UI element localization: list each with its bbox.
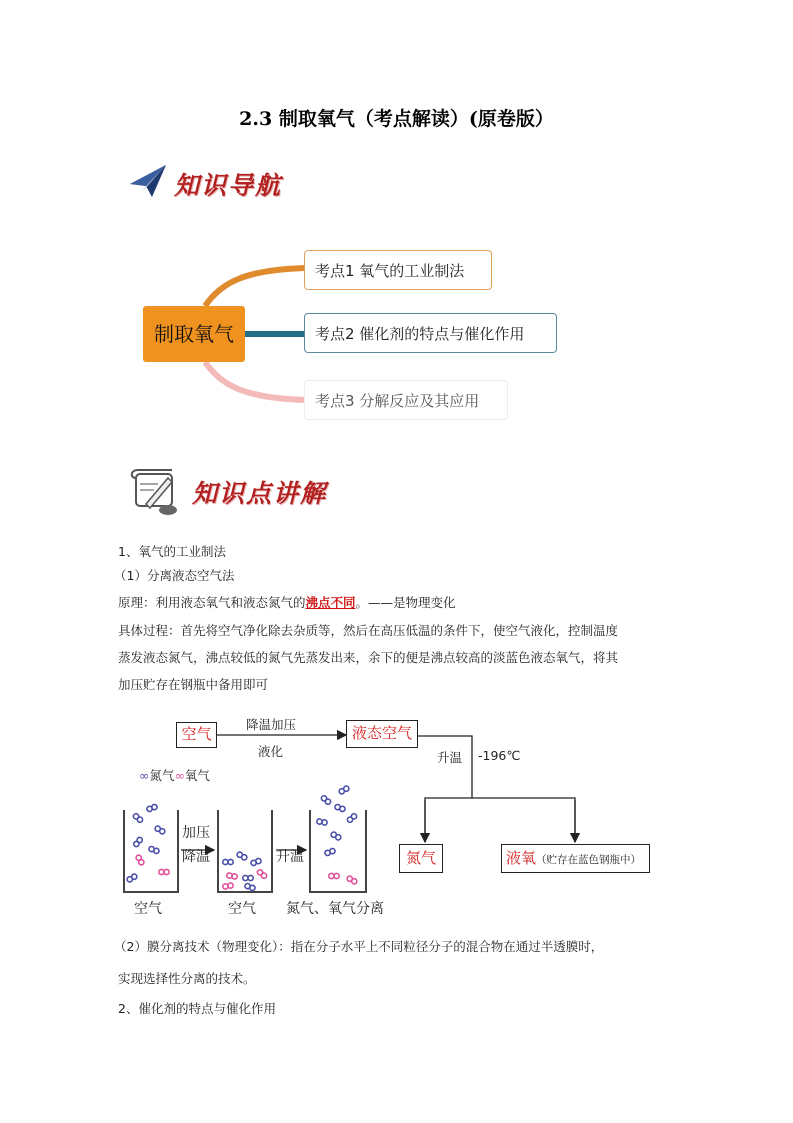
heat-label: 升温 xyxy=(437,750,463,765)
mindmap-topic-3: 考点3 分解反应及其应用 xyxy=(304,380,508,420)
legend-nitrogen-swatch: ∞ xyxy=(139,768,150,783)
page-title: 2.3 制取氧气（考点解读）(原卷版） xyxy=(239,108,554,130)
process-line-1: 具体过程：首先将空气净化除去杂质等，然后在高压低温的条件下，使空气液化，控制温度 xyxy=(118,623,619,638)
nitrogen-molecule xyxy=(236,851,248,861)
oxygen-molecule xyxy=(222,883,233,890)
section2-heading: 2、催化剂的特点与催化作用 xyxy=(118,1001,276,1016)
arrow-bottom-label: 液化 xyxy=(258,744,284,759)
caption-3: 氮气、氧气分离 xyxy=(286,901,384,917)
nitrogen-molecule xyxy=(334,804,346,812)
legend xyxy=(139,766,210,784)
oxygen-molecule xyxy=(329,873,339,878)
step2-label: 升温 xyxy=(276,849,304,865)
oxygen-molecule xyxy=(256,869,267,880)
oxygen-molecule xyxy=(135,854,145,866)
box-liquid-air: 液态空气 xyxy=(346,720,418,748)
box-nitrogen: 氮气 xyxy=(399,844,443,873)
liquid-oxygen-note: 贮存在蓝色钢瓶中 xyxy=(546,854,631,866)
principle-highlight: 沸点不同 xyxy=(305,595,356,610)
nav-banner-title: 知识导航 xyxy=(174,171,283,200)
oxygen-molecule xyxy=(159,869,169,874)
nitrogen-molecule xyxy=(320,795,331,806)
nitrogen-molecule xyxy=(243,875,253,880)
liquid-oxygen-label: 液氧 xyxy=(506,849,537,867)
nitrogen-molecule xyxy=(338,785,350,795)
nitrogen-molecule xyxy=(250,858,262,866)
nitrogen-molecule xyxy=(132,813,143,824)
nitrogen-molecule xyxy=(330,831,342,841)
section1-heading: 1、氧气的工业制法 xyxy=(118,544,226,559)
nitrogen-molecule xyxy=(346,813,357,824)
mindmap-topic-1: 考点1 氧气的工业制法 xyxy=(304,250,492,290)
principle-suffix: 。——是物理变化 xyxy=(355,595,456,610)
mindmap-center: 制取氧气 xyxy=(143,306,245,362)
legend-oxygen: 氧气 xyxy=(184,768,210,783)
nitrogen-molecule xyxy=(146,804,158,812)
nitrogen-molecule xyxy=(133,836,144,847)
principle-prefix: 原理：利用液态氧气和液态氮气的 xyxy=(118,595,306,610)
step1-label-a: 加压 xyxy=(182,825,210,841)
box-air: 空气 xyxy=(176,722,217,748)
nitrogen-molecule xyxy=(154,825,166,835)
explain-banner-title: 知识点讲解 xyxy=(192,479,328,508)
oxygen-molecule xyxy=(226,873,237,880)
caption-1: 空气 xyxy=(134,901,162,917)
legend-oxygen-swatch: ∞ xyxy=(174,768,185,783)
arrow-top-label: 降温加压 xyxy=(246,717,297,732)
mindmap-topic-2: 考点2 催化剂的特点与催化作用 xyxy=(304,313,557,353)
process-line-2: 蒸发液态氮气，沸点较低的氮气先蒸发出来，余下的便是沸点较高的淡蓝色液态氧气，将其 xyxy=(118,650,619,665)
section1-sub1: （1）分离液态空气法 xyxy=(114,568,235,583)
process-line-3: 加压贮存在钢瓶中备用即可 xyxy=(118,677,269,692)
nitrogen-molecule xyxy=(244,883,256,891)
membrane-line-2: 实现选择性分离的技术。 xyxy=(118,971,256,986)
legend-nitrogen: 氮气 xyxy=(149,768,175,783)
oxygen-molecule xyxy=(346,875,358,885)
box-liquid-oxygen: 液氧（贮存在蓝色钢瓶中） xyxy=(501,844,650,873)
temp-label: -196℃ xyxy=(478,748,521,763)
nitrogen-molecule xyxy=(148,846,160,854)
membrane-line-1: （2）膜分离技术（物理变化）：指在分子水平上不同粒径分子的混合物在通过半透膜时， xyxy=(114,939,604,954)
nitrogen-molecule xyxy=(316,819,327,826)
step1-label-b: 降温 xyxy=(182,849,210,865)
caption-2: 空气 xyxy=(228,901,256,917)
nitrogen-molecule xyxy=(223,859,233,864)
nitrogen-molecule xyxy=(324,848,336,856)
nitrogen-molecule xyxy=(126,873,138,883)
